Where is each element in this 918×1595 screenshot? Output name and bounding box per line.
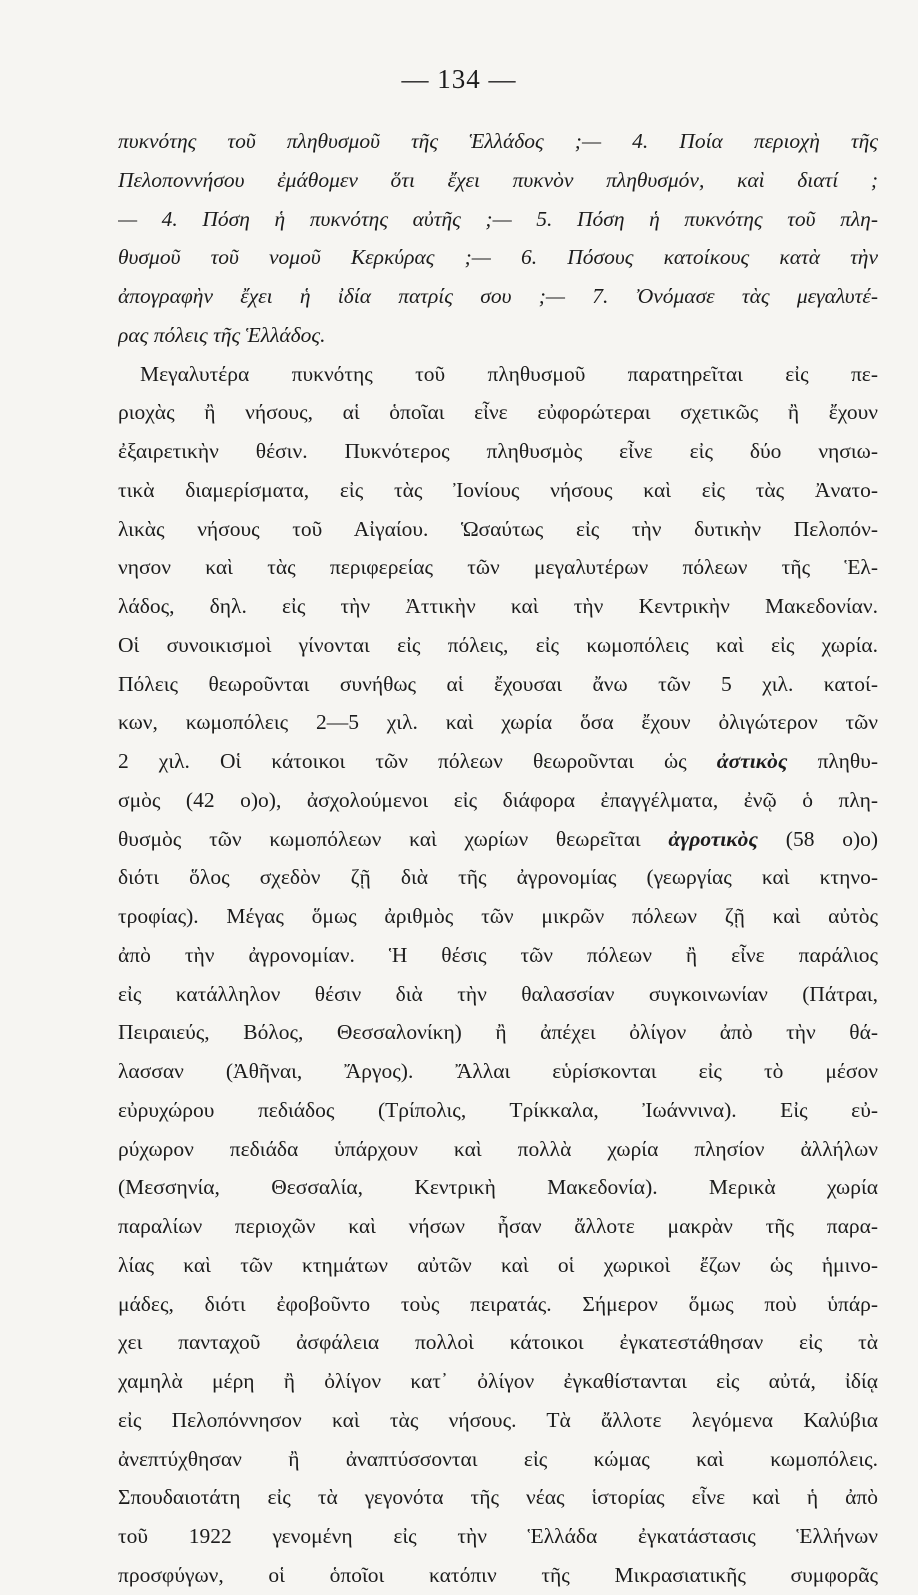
page-number: — 134 —	[401, 64, 517, 94]
paragraph-line: ρύχωρον πεδιάδα ὑπάρχουν καὶ πολλὰ χωρία πλησίον ἀλλήλων	[118, 1136, 878, 1161]
paragraph-line: σμὸς (42 ο)ο), ἀσχολούμενοι εἰς διάφορα ἐπαγγέλματα, ἐνῷ ὁ πλη-	[118, 787, 878, 812]
question-line: πυκνότης τοῦ πληθυσμοῦ τῆς Ἑλλάδος ;— 4. Ποία περιοχὴ τῆς	[118, 129, 878, 153]
paragraph-line: λάδος, δηλ. εἰς τὴν Ἀττικὴν καὶ τὴν Κεντρικὴν Μακεδονίαν.	[118, 594, 878, 618]
paragraph-line: χει πανταχοῦ ἀσφάλεια πολλοὶ κάτοικοι ἐγκατεστάθησαν εἰς τὰ	[118, 1330, 878, 1355]
paragraph-line: Πόλεις θεωροῦνται συνήθως αἱ ἔχουσαι ἄνω τῶν 5 χιλ. κατοί-	[118, 671, 878, 696]
paragraph-line: εἰς Πελοπόννησον καὶ τὰς νήσους. Τὰ ἄλλοτε λεγόμενα Καλύβια	[118, 1407, 878, 1432]
question-line: ἀπογραφὴν ἔχει ἡ ἰδία πατρίς σου ;— 7. Ὀνόμασε τὰς μεγαλυτέ-	[118, 284, 878, 308]
paragraph-line: νησον καὶ τὰς περιφερείας τῶν μεγαλυτέρων πόλεων τῆς Ἑλ-	[118, 555, 878, 580]
term-astikos: ἀστικὸς	[716, 749, 788, 773]
question-line: — 4. Πόση ἡ πυκνότης αὐτῆς ;— 5. Πόση ἡ πυκνότης τοῦ πλη-	[118, 206, 878, 231]
line-text: θυσμὸς τῶν κωμοπόλεων καὶ χωρίων θεωρεῖται	[118, 826, 641, 851]
paragraph-line	[118, 820, 878, 859]
paragraph-line: τοῦ 1922 γενομένη εἰς τὴν Ἑλλάδα ἐγκατάστασις Ἑλλήνων	[118, 1524, 878, 1548]
paragraph-line: ἀπὸ τὴν ἀγρονομίαν. Ἡ θέσις τῶν πόλεων ἢ εἶνε παράλιος	[118, 942, 878, 967]
paragraph-line: ριοχὰς ἢ νήσους, αἱ ὁποῖαι εἶνε εὐφορώτεραι σχετικῶς ἢ ἔχουν	[118, 400, 878, 425]
paragraph-line: τικὰ διαμερίσματα, εἰς τὰς Ἰονίους νήσους καὶ εἰς τὰς Ἀνατο-	[118, 477, 878, 502]
paragraph-line: διότι ὅλος σχεδὸν ζῇ διὰ τῆς ἀγρονομίας (γεωργίας καὶ κτηνο-	[118, 865, 878, 890]
paragraph-line: λικὰς νήσους τοῦ Αἰγαίου. Ὡσαύτως εἰς τὴν δυτικὴν Πελοπόν-	[118, 516, 878, 541]
paragraph-line: λασσαν (Ἀθῆναι, Ἄργος). Ἄλλαι εὑρίσκονται εἰς τὸ μέσον	[118, 1059, 878, 1083]
question-line: ρας πόλεις τῆς Ἑλλάδος.	[118, 322, 326, 347]
term-agrotikos: ἀγροτικὸς	[668, 826, 759, 851]
line-text: 2 χιλ. Οἱ κάτοικοι τῶν πόλεων θεωροῦνται ὡς	[118, 749, 687, 773]
paragraph-line: εἰς κατάλληλον θέσιν διὰ τὴν θαλασσίαν συγκοινωνίαν (Πάτραι,	[118, 981, 878, 1006]
paragraph-line: προσφύγων, οἱ ὁποῖοι κατόπιν τῆς Μικρασιατικῆς συμφορᾶς	[118, 1562, 878, 1587]
paragraph-line: μάδες, διότι ἐφοβοῦντο τοὺς πειρατάς. Σήμερον ὅμως ποὺ ὑπάρ-	[118, 1291, 878, 1316]
page-text	[118, 122, 878, 1595]
paragraph-line	[118, 742, 878, 781]
paragraph-line: χαμηλὰ μέρη ἢ ὀλίγον κατ᾽ ὀλίγον ἐγκαθίστανται εἰς αὐτά, ἰδίᾳ	[118, 1369, 878, 1393]
paragraph-line: (Μεσσηνία, Θεσσαλία, Κεντρικὴ Μακεδονία). Μερικὰ χωρία	[118, 1175, 878, 1200]
paragraph-line: Πειραιεύς, Βόλος, Θεσσαλονίκη) ἢ ἀπέχει ὀλίγον ἀπὸ τὴν θά-	[118, 1020, 878, 1045]
paragraph-line: Μεγαλυτέρα πυκνότης τοῦ πληθυσμοῦ παρατηρεῖται εἰς πε-	[140, 361, 878, 386]
paragraph-line: εὐρυχώρου πεδιάδος (Τρίπολις, Τρίκκαλα, Ἰωάννινα). Εἰς εὐ-	[118, 1097, 878, 1122]
paragraph-line: λίας καὶ τῶν κτημάτων αὐτῶν καὶ οἱ χωρικοὶ ἔζων ὡς ἡμινο-	[118, 1252, 878, 1277]
paragraph-line: τροφίας). Μέγας ὅμως ἀριθμὸς τῶν μικρῶν πόλεων ζῇ καὶ αὐτὸς	[118, 904, 878, 928]
question-line: Πελοποννήσου ἐμάθομεν ὅτι ἔχει πυκνὸν πληθυσμόν, καὶ διατί ;	[118, 167, 878, 192]
paragraph-line: παραλίων περιοχῶν καὶ νήσων ἦσαν ἄλλοτε μακρὰν τῆς παρα-	[118, 1214, 878, 1238]
line-text: (58 ο)ο)	[785, 826, 878, 851]
question-line: θυσμοῦ τοῦ νομοῦ Κερκύρας ;— 6. Πόσους κατοίκους κατὰ τὴν	[118, 245, 878, 270]
paragraph-line: κων, κωμοπόλεις 2—5 χιλ. καὶ χωρία ὅσα ἔχουν ὀλιγώτερον τῶν	[118, 710, 878, 735]
paragraph-line: Οἱ συνοικισμοὶ γίνονται εἰς πόλεις, εἰς κωμοπόλεις καὶ εἰς χωρία.	[118, 632, 878, 657]
paragraph-line: ἐξαιρετικὴν θέσιν. Πυκνότερος πληθυσμὸς εἶνε εἰς δύο νησιω-	[118, 439, 878, 463]
paragraph-line: Σπουδαιοτάτη εἰς τὰ γεγονότα τῆς νέας ἱστορίας εἶνε καὶ ἡ ἀπὸ	[118, 1485, 878, 1510]
line-text: πληθυ-	[817, 749, 878, 773]
paragraph-line: ἀνεπτύχθησαν ἢ ἀναπτύσσονται εἰς κώμας καὶ κωμοπόλεις.	[118, 1446, 878, 1471]
